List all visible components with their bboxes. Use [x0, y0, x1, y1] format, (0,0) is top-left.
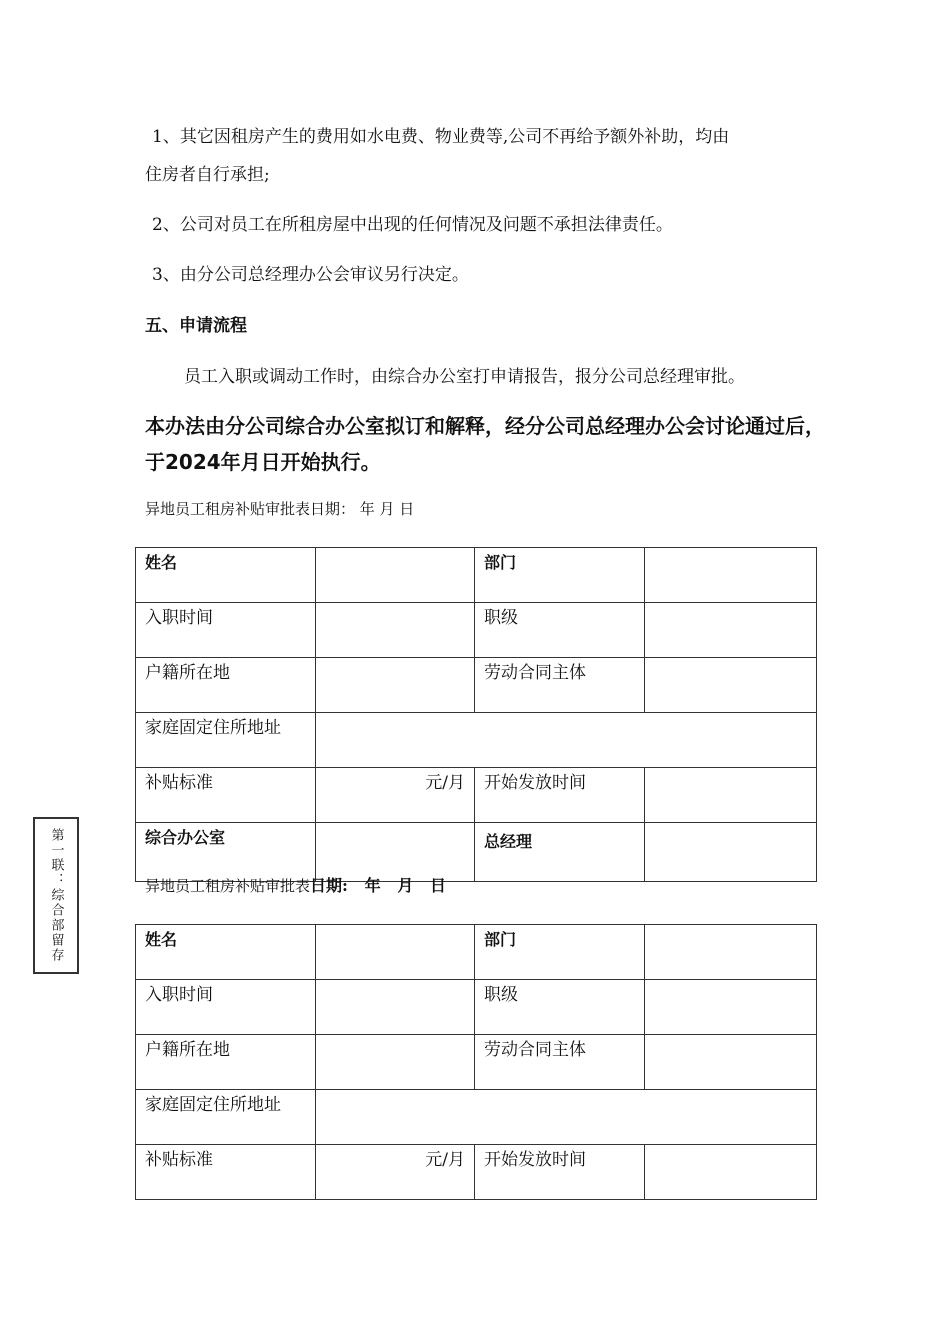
copy-label-box	[33, 817, 79, 974]
table-row	[136, 658, 817, 713]
table-row	[136, 548, 817, 603]
contract-label: 劳动合同主体	[475, 658, 645, 713]
subsidy-label: 补贴标准	[136, 768, 316, 823]
table-row	[136, 1090, 817, 1145]
hukou-label: 户籍所在地	[136, 658, 316, 713]
table-row	[136, 603, 817, 658]
contract-label: 劳动合同主体	[475, 1035, 645, 1090]
item-1-line-1: 1、其它因租房产生的费用如水电费、物业费等,公司不再给予额外补助，均由	[152, 127, 730, 147]
name-label: 姓名	[136, 548, 316, 603]
dept-value[interactable]	[645, 548, 817, 603]
form2-table	[135, 924, 817, 1200]
contract-value[interactable]	[645, 1035, 817, 1090]
section-title: 五、申请流程	[145, 316, 247, 336]
form1-table	[135, 547, 817, 882]
start-time-label: 开始发放时间	[475, 768, 645, 823]
start-time-value[interactable]	[645, 1145, 817, 1200]
start-time-value[interactable]	[645, 768, 817, 823]
dept-value[interactable]	[645, 925, 817, 980]
subsidy-unit[interactable]: 元/月	[316, 768, 475, 823]
item-1-line-2: 住房者自行承担;	[145, 165, 270, 185]
grade-label: 职级	[475, 603, 645, 658]
home-address-value[interactable]	[316, 713, 817, 768]
office-label: 综合办公室	[136, 823, 316, 882]
grade-value[interactable]	[645, 980, 817, 1035]
form2-caption-date: 日期: 年 月 日	[310, 876, 447, 895]
grade-value[interactable]	[645, 603, 817, 658]
hire-date-value[interactable]	[316, 980, 475, 1035]
table-row	[136, 925, 817, 980]
dept-label: 部门	[475, 925, 645, 980]
hire-date-value[interactable]	[316, 603, 475, 658]
contract-value[interactable]	[645, 658, 817, 713]
form2-caption-title: 异地员工租房补贴审批表	[145, 877, 311, 895]
hire-date-label: 入职时间	[136, 980, 316, 1035]
table-row	[136, 1145, 817, 1200]
process-text: 员工入职或调动工作时，由综合办公室打申请报告，报分公司总经理审批。	[184, 367, 745, 387]
table-row	[136, 823, 817, 882]
grade-label: 职级	[475, 980, 645, 1035]
item-2: 2、公司对员工在所租房屋中出现的任何情况及问题不承担法律责任。	[152, 215, 673, 235]
item-3: 3、由分公司总经理办公会审议另行决定。	[152, 265, 469, 285]
form1-caption: 异地员工租房补贴审批表日期： 年 月 日	[145, 500, 415, 518]
start-time-label: 开始发放时间	[475, 1145, 645, 1200]
hire-date-label: 入职时间	[136, 603, 316, 658]
name-value[interactable]	[316, 548, 475, 603]
hukou-value[interactable]	[316, 658, 475, 713]
subsidy-unit[interactable]: 元/月	[316, 1145, 475, 1200]
name-value[interactable]	[316, 925, 475, 980]
table-row	[136, 768, 817, 823]
statement: 本办法由分公司综合办公室拟订和解释，经分公司总经理办公会讨论通过后，于2024年月日开始执行。	[145, 414, 825, 474]
office-value[interactable]	[316, 823, 475, 882]
home-address-value[interactable]	[316, 1090, 817, 1145]
dept-label: 部门	[475, 548, 645, 603]
subsidy-label: 补贴标准	[136, 1145, 316, 1200]
table-row	[136, 1035, 817, 1090]
gm-label: 总经理	[475, 823, 645, 882]
table-row	[136, 980, 817, 1035]
hukou-value[interactable]	[316, 1035, 475, 1090]
home-address-label: 家庭固定住所地址	[136, 713, 316, 768]
name-label: 姓名	[136, 925, 316, 980]
form2-caption	[145, 875, 446, 897]
copy-label: 第一联：综合部留存	[48, 828, 64, 963]
hukou-label: 户籍所在地	[136, 1035, 316, 1090]
table-row	[136, 713, 817, 768]
home-address-label: 家庭固定住所地址	[136, 1090, 316, 1145]
gm-value[interactable]	[645, 823, 817, 882]
